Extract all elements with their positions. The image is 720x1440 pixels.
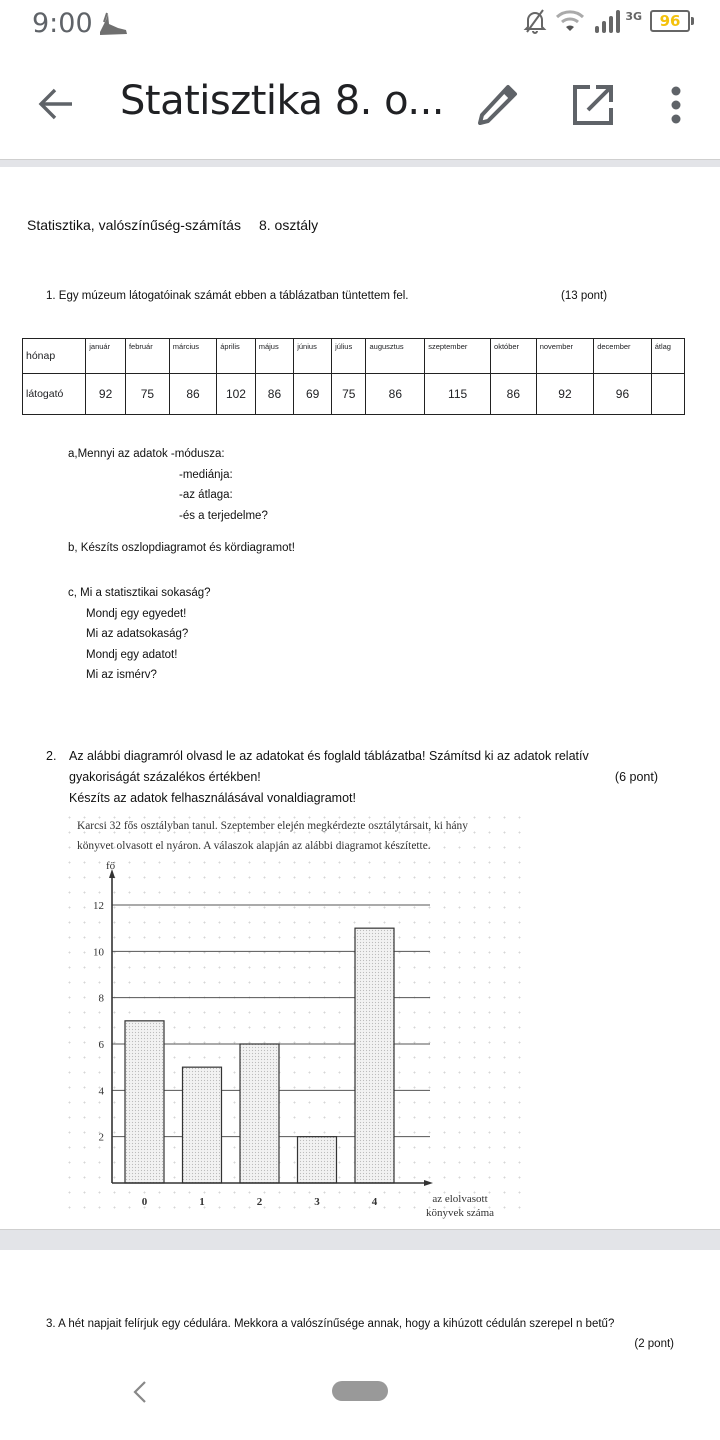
x-axis-label-line1: az elolvasott xyxy=(432,1193,488,1205)
table-cell: 96 xyxy=(594,374,652,415)
table-cell: 92 xyxy=(536,374,594,415)
table-cell: november xyxy=(536,339,594,374)
svg-text:2: 2 xyxy=(98,1131,104,1144)
table-cell: 86 xyxy=(169,374,216,415)
question-1a xyxy=(68,444,268,526)
question-1a-line: a,Mennyi az adatok -módusza: xyxy=(68,448,225,460)
question-1a-line: -mediánja: xyxy=(179,468,233,481)
svg-text:6: 6 xyxy=(98,1039,104,1051)
status-icons xyxy=(523,8,690,34)
table-row xyxy=(23,339,685,374)
figure-caption-line: Karcsi 32 fős osztályban tanul. Szeptember elején megkérdezte osztálytársait, ki hány xyxy=(77,820,468,832)
figure-caption xyxy=(77,816,537,856)
bar-chart-figure xyxy=(62,810,532,1219)
heading-grade: 8. osztály xyxy=(258,217,319,233)
question-2-number: 2. xyxy=(46,749,57,763)
table-cell: május xyxy=(255,339,294,374)
document-heading xyxy=(27,217,318,233)
status-bar xyxy=(0,0,720,50)
chart-bar xyxy=(298,1137,337,1183)
table-cell: június xyxy=(294,339,332,374)
question-3-text: 3. A hét napjait felírjuk egy cédulára. Mekkora a valószínűsége annak, hogy a kihúzott cédulán szerepel n betű? xyxy=(46,1318,615,1330)
home-pill[interactable] xyxy=(332,1381,388,1401)
chart-bar xyxy=(183,1067,222,1183)
question-1c-line: Mi az adatsokaság? xyxy=(86,628,189,640)
table-cell: július xyxy=(332,339,366,374)
svg-text:0: 0 xyxy=(141,1196,148,1208)
visitor-table xyxy=(22,338,685,415)
shoe-icon xyxy=(96,10,130,38)
network-type: 3G xyxy=(625,9,642,23)
table-cell: december xyxy=(594,339,652,374)
y-axis-label: fő xyxy=(106,860,116,872)
question-1b: b, Készíts oszlopdiagramot és kördiagramot! xyxy=(68,542,295,554)
battery-icon: 96 xyxy=(650,10,690,32)
figure-caption-line: könyvet olvasott el nyáron. A válaszok alapján az alábbi diagramot készítette. xyxy=(77,840,431,852)
app-bar xyxy=(0,60,720,150)
question-1c-line: Mi az ismérv? xyxy=(86,669,157,681)
wifi-icon xyxy=(555,8,585,34)
question-3-points: (2 pont) xyxy=(634,1338,674,1350)
bar-chart xyxy=(62,860,532,1219)
question-2-line: gyakoriságát százalékos értékben! xyxy=(69,770,261,784)
question-1 xyxy=(46,290,626,302)
svg-text:2: 2 xyxy=(256,1196,263,1208)
question-2 xyxy=(46,746,666,809)
edit-pencil-icon[interactable] xyxy=(474,82,520,128)
question-3 xyxy=(46,1318,696,1350)
table-row xyxy=(23,374,685,415)
svg-text:8: 8 xyxy=(98,992,104,1005)
table-cell: 75 xyxy=(125,374,169,415)
chart-bar xyxy=(240,1044,279,1183)
bell-off-icon xyxy=(523,8,547,34)
back-arrow-icon[interactable] xyxy=(36,84,76,124)
document-title: Statisztika 8. o... xyxy=(120,78,444,124)
table-cell: 86 xyxy=(255,374,294,415)
question-2-points: (6 pont) xyxy=(614,770,658,784)
document-page[interactable] xyxy=(0,167,720,1229)
table-cell: augusztus xyxy=(366,339,425,374)
svg-text:12: 12 xyxy=(93,900,104,912)
table-cell: 115 xyxy=(425,374,491,415)
svg-text:1: 1 xyxy=(199,1196,205,1208)
table-cell: átlag xyxy=(651,339,684,374)
svg-text:4: 4 xyxy=(371,1196,378,1208)
open-external-icon[interactable] xyxy=(570,82,616,128)
navigation-bar xyxy=(0,1358,720,1440)
chart-bar xyxy=(355,928,394,1183)
table-cell: 92 xyxy=(86,374,126,415)
back-nav-icon[interactable] xyxy=(130,1378,150,1406)
signal-icon xyxy=(593,8,623,34)
table-cell: hónap xyxy=(23,339,86,374)
question-1c-line: c, Mi a statisztikai sokaság? xyxy=(68,587,211,599)
table-cell: 102 xyxy=(217,374,256,415)
svg-text:3: 3 xyxy=(314,1196,320,1208)
question-1c xyxy=(68,583,211,686)
page-separator xyxy=(0,1229,720,1250)
table-cell: 69 xyxy=(294,374,332,415)
table-cell: 86 xyxy=(366,374,425,415)
table-cell: 86 xyxy=(491,374,537,415)
table-cell: október xyxy=(491,339,537,374)
svg-text:10: 10 xyxy=(93,946,104,959)
svg-text:4: 4 xyxy=(98,1085,104,1098)
table-cell: látogató xyxy=(23,374,86,415)
table-cell: 75 xyxy=(332,374,366,415)
question-1c-line: Mondj egy egyedet! xyxy=(86,607,187,620)
question-1c-line: Mondj egy adatot! xyxy=(86,648,178,661)
table-cell: március xyxy=(169,339,216,374)
heading-subject: Statisztika, valószínűség-számítás xyxy=(27,217,241,233)
more-vert-icon[interactable] xyxy=(662,82,690,128)
chart-bar xyxy=(125,1021,164,1183)
table-cell: szeptember xyxy=(425,339,491,374)
question-1-text: 1. Egy múzeum látogatóinak számát ebben a táblázatban tüntettem fel. xyxy=(46,290,409,302)
question-1-points: (13 pont) xyxy=(561,290,608,302)
status-time: 9:00 xyxy=(32,8,93,39)
table-cell: február xyxy=(125,339,169,374)
question-1a-line: -és a terjedelme? xyxy=(179,509,268,522)
table-cell: április xyxy=(217,339,256,374)
question-2-line: Készíts az adatok felhasználásával vonaldiagramot! xyxy=(69,791,356,805)
question-2-line: Az alábbi diagramról olvasd le az adatokat és foglald táblázatba! Számítsd ki az adatok relatív xyxy=(69,749,589,763)
table-cell: január xyxy=(86,339,126,374)
x-axis-label-line2: könyvek száma xyxy=(425,1207,495,1219)
question-1a-line: -az átlaga: xyxy=(179,489,233,501)
table-cell xyxy=(651,374,684,415)
